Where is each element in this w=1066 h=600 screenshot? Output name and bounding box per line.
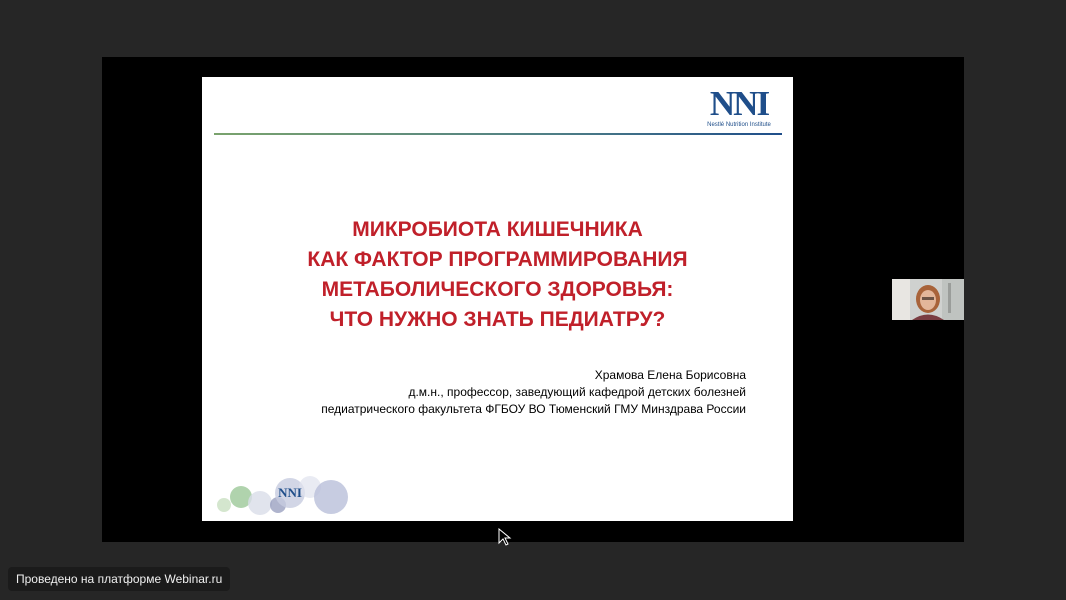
logo-letters: NNI (709, 84, 769, 123)
footer-logo-letters: NNI (278, 485, 302, 500)
title-line: ЧТО НУЖНО ЗНАТЬ ПЕДИАТРУ? (329, 308, 666, 331)
author-position: д.м.н., профессор, заведующий кафедрой детских болезней (408, 385, 746, 399)
author-affiliation: педиатрического факультета ФГБОУ ВО Тюменский ГМУ Минздрава России (321, 402, 746, 416)
title-line: МИКРОБИОТА КИШЕЧНИКА (352, 218, 643, 241)
platform-watermark: Проведено на платформе Webinar.ru (8, 567, 230, 591)
nni-logo (697, 86, 781, 134)
presenter-video (892, 279, 964, 320)
slide-title (242, 215, 753, 335)
logo-caption: Nestlé Nutrition Institute (707, 122, 771, 128)
title-line: МЕТАБОЛИЧЕСКОГО ЗДОРОВЬЯ: (321, 278, 674, 301)
author-info (321, 367, 746, 418)
mouse-pointer-icon (498, 528, 514, 546)
presentation-stage (102, 57, 964, 542)
author-name: Храмова Елена Борисовна (594, 368, 746, 382)
presenter-webcam[interactable] (892, 279, 964, 320)
title-line: КАК ФАКТОР ПРОГРАММИРОВАНИЯ (307, 248, 688, 271)
presentation-slide (202, 77, 793, 521)
header-divider (214, 133, 782, 135)
decorative-circles-logo (210, 465, 370, 521)
